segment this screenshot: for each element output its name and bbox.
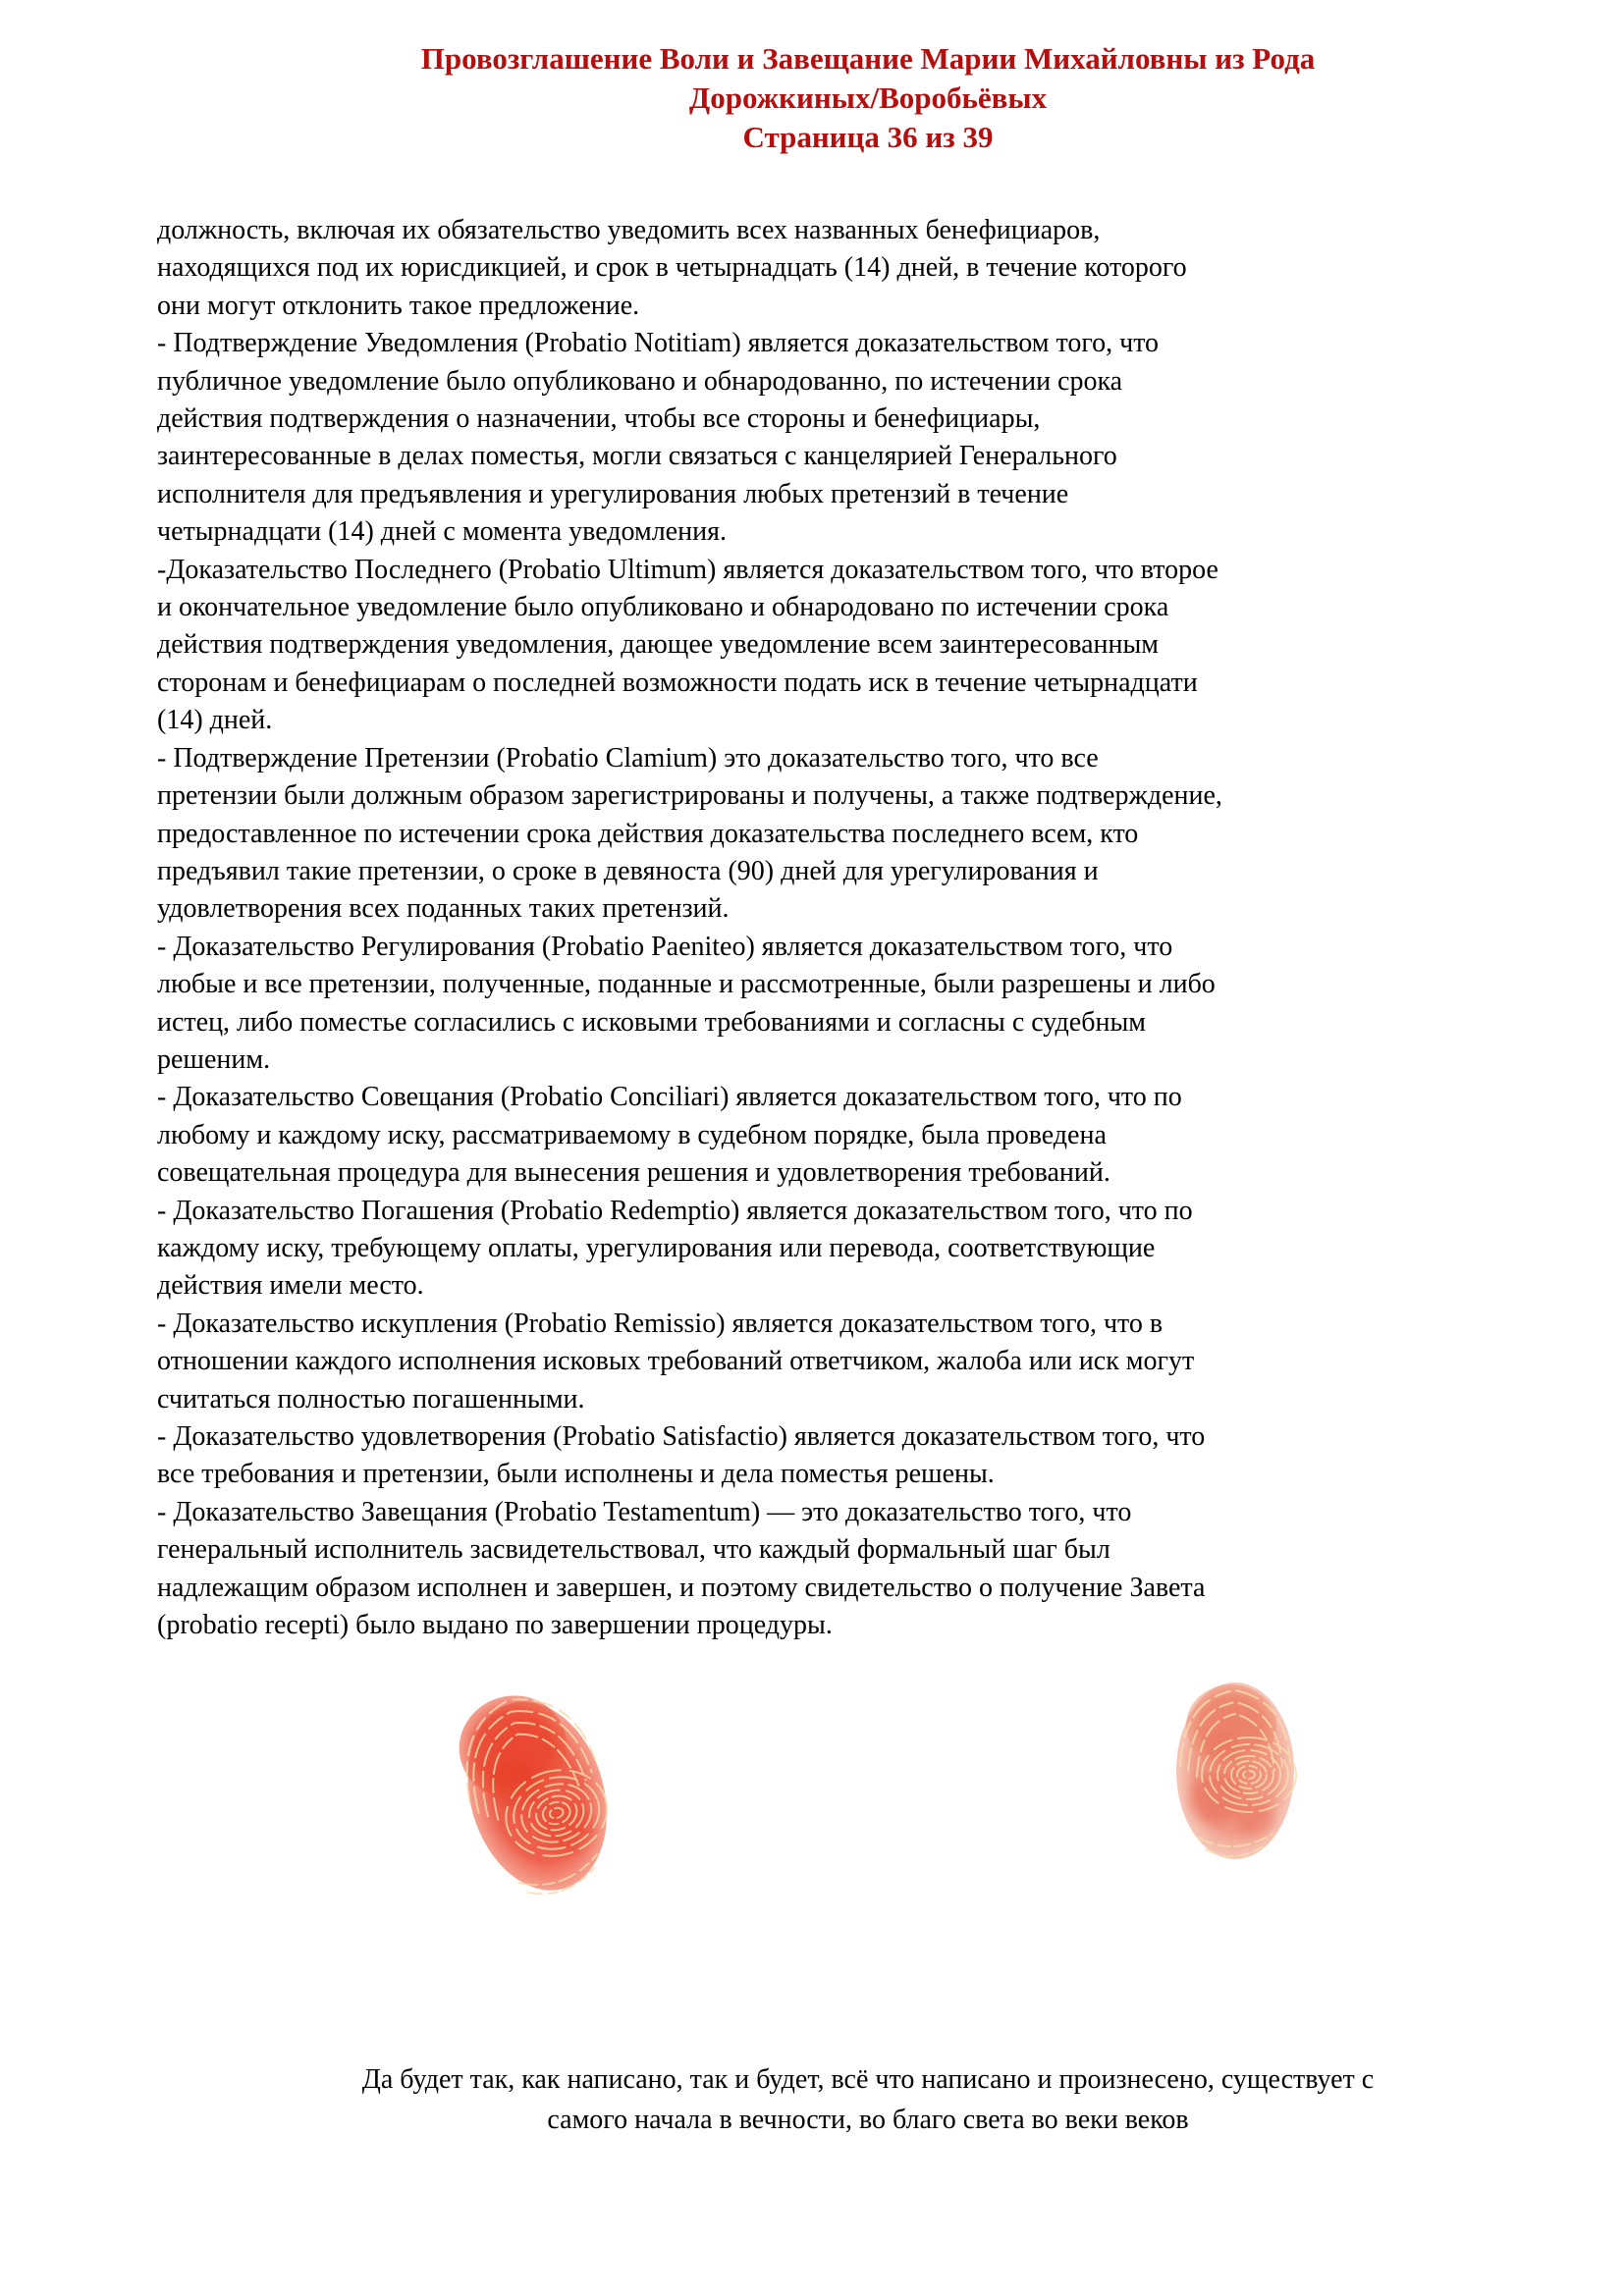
- body-text-line: действия подтверждения о назначении, чтобы все стороны и бенефициары,: [157, 403, 1041, 435]
- body-text-line: любому и каждому иску, рассматриваемому в судебном порядке, была проведена: [157, 1119, 1107, 1150]
- body-text-line: - Доказательство Погашения (Probatio Redemptio) является доказательством того, что по: [157, 1195, 1193, 1226]
- body-text-line: они могут отклонить такое предложение.: [157, 290, 640, 321]
- fingerprint-right: [1164, 1669, 1307, 1870]
- body-text-line: публичное уведомление было опубликовано и обнародованно, по истечении срока: [157, 365, 1123, 397]
- body-text-line: предъявил такие претензии, о сроке в девяноста (90) дней для урегулирования и: [157, 855, 1099, 886]
- body-text-line: заинтересованные в делах поместья, могли связаться с канцелярией Генерального: [157, 441, 1117, 472]
- body-text-line: - Подтверждение Уведомления (Probatio Notitiam) является доказательством того, что: [157, 328, 1160, 359]
- body-text-line: надлежащим образом исполнен и завершен, и поэтому свидетельство о получение Завета: [157, 1572, 1206, 1603]
- body-text-line: действия имели место.: [157, 1270, 424, 1302]
- body-text-line: находящихся под их юрисдикцией, и срок в четырнадцать (14) дней, в течение которого: [157, 252, 1187, 284]
- blessing-text-line: самого начала в вечности, во благо света во веки веков: [547, 2105, 1189, 2135]
- body-text-line: и окончательное уведомление было опубликовано и обнародовано по истечении срока: [157, 592, 1169, 623]
- body-text-line: любые и все претензии, полученные, поданные и рассмотренные, были разрешены и либо: [157, 969, 1216, 1000]
- body-text-line: (14) дней.: [157, 705, 273, 736]
- body-text-line: генеральный исполнитель засвидетельствовал, что каждый формальный шаг был: [157, 1534, 1110, 1566]
- body-text-line: (probatio recepti) было выдано по завершении процедуры.: [157, 1610, 833, 1641]
- blessing-text-line: Да будет так, как написано, так и будет, всё что написано и произнесено, существует с: [361, 2064, 1375, 2095]
- body-text-line: решеним.: [157, 1043, 271, 1075]
- body-text-line: предоставленное по истечении срока действия доказательства последнего всем, кто: [157, 818, 1139, 849]
- document-title-line-1: Провозглашение Воли и Завещание Марии Михайловны из Рода: [420, 41, 1316, 76]
- body-text-line: - Доказательство Совещания (Probatio Conciliari) является доказательством того, что по: [157, 1082, 1182, 1113]
- body-text-line: - Доказательство Регулирования (Probatio Paeniteo) является доказательством того, что: [157, 931, 1173, 962]
- body-text-line: претензии были должным образом зарегистрированы и получены, а также подтверждение,: [157, 780, 1222, 812]
- fingerprint-right-icon: [1164, 1669, 1307, 1870]
- body-text-line: - Доказательство Завещания (Probatio Testamentum) — это доказательство того, что: [157, 1496, 1132, 1527]
- body-text-line: удовлетворения всех поданных таких претензий.: [157, 893, 730, 925]
- body-text-line: сторонам и бенефициарам о последней возможности подать иск в течение четырнадцати: [157, 667, 1198, 698]
- body-text-line: действия подтверждения уведомления, дающее уведомление всем заинтересованным: [157, 629, 1159, 661]
- body-text-line: четырнадцати (14) дней с момента уведомления.: [157, 516, 727, 548]
- body-text-line: каждому иску, требующему оплаты, урегулирования или перевода, соответствующие: [157, 1232, 1156, 1263]
- body-text-line: - Подтверждение Претензии (Probatio Clamium) это доказательство того, что все: [157, 742, 1099, 774]
- fingerprint-left-icon: [447, 1669, 623, 1909]
- body-text-line: истец, либо поместье согласились с исковыми требованиями и согласны с судебным: [157, 1006, 1146, 1038]
- document-title-line-2: Дорожкиных/Воробьёвых: [688, 80, 1048, 115]
- body-text-line: считаться полностью погашенными.: [157, 1383, 585, 1415]
- body-text-line: отношении каждого исполнения исковых требований ответчиком, жалоба или иск могут: [157, 1346, 1195, 1377]
- closing-blessing-text: [157, 2059, 1579, 2140]
- body-text-line: - Доказательство искупления (Probatio Remissio) является доказательством того, что в: [157, 1308, 1164, 1339]
- body-text-line: исполнителя для предъявления и урегулирования любых претензий в течение: [157, 478, 1069, 509]
- body-text-line: должность, включая их обязательство уведомить всех названных бенефициаров,: [157, 215, 1101, 245]
- body-text-line: - Доказательство удовлетворения (Probatio Satisfactio) является доказательством того, что: [157, 1421, 1206, 1452]
- document-header: [157, 39, 1579, 157]
- document-body-text: [157, 212, 1579, 1644]
- body-text-line: совещательная процедура для вынесения решения и удовлетворения требований.: [157, 1157, 1110, 1189]
- body-text-line: все требования и претензии, были исполнены и дела поместья решены.: [157, 1459, 995, 1490]
- body-text-line: -Доказательство Последнего (Probatio Ultimum) является доказательством того, что второе: [157, 554, 1218, 585]
- fingerprint-left: [447, 1669, 623, 1909]
- page-number: Страница 36 из 39: [742, 120, 994, 154]
